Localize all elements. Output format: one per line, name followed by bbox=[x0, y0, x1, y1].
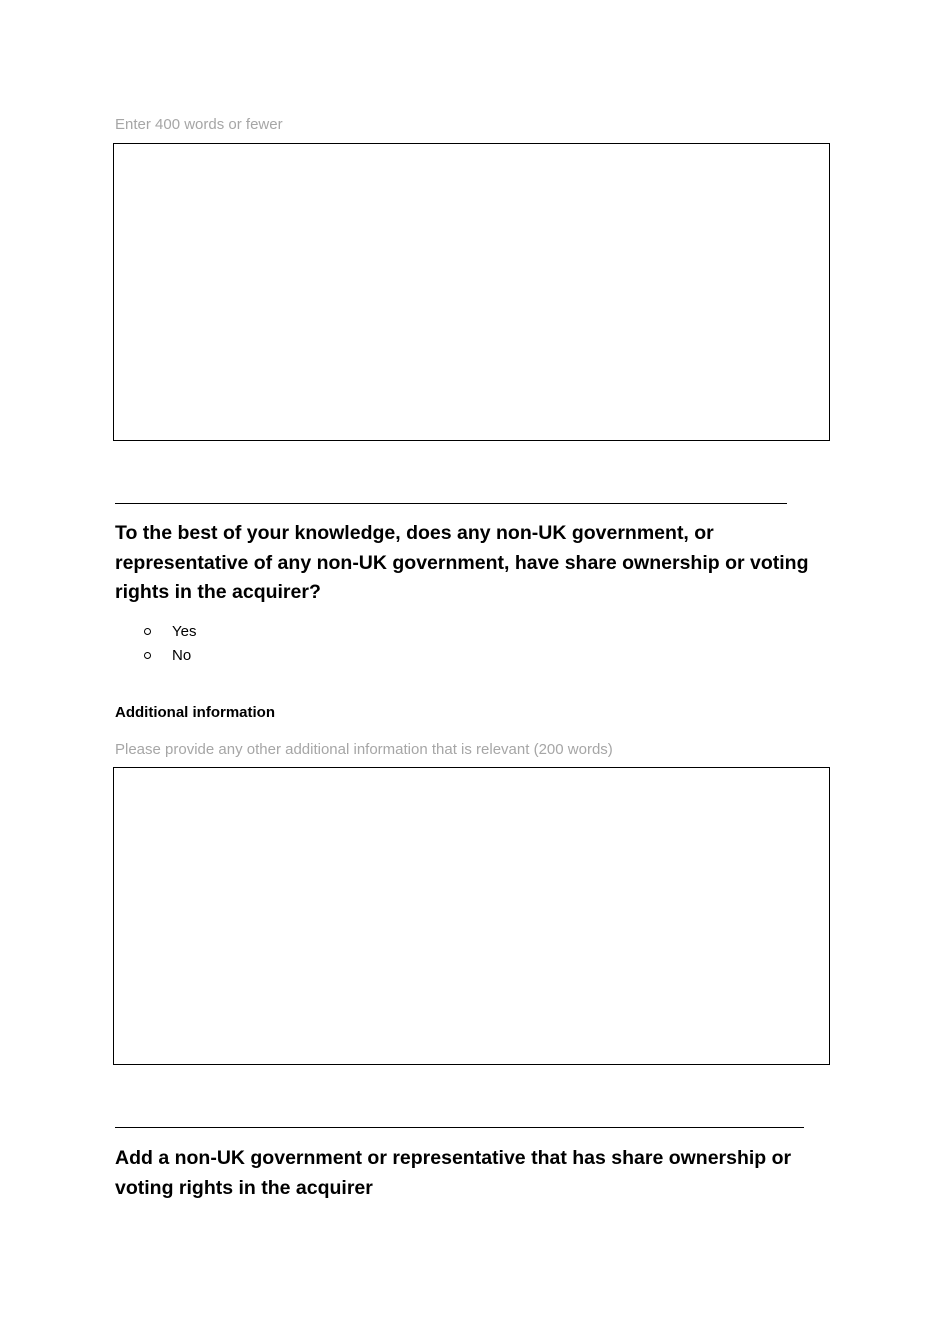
radio-circle-icon[interactable] bbox=[144, 628, 151, 635]
government-ownership-options bbox=[143, 619, 196, 667]
answer-text-box[interactable] bbox=[113, 143, 830, 441]
government-ownership-question: To the best of your knowledge, does any non-UK government, or representative of any non-UK government, have share ownership or voting rights in the acquirer? bbox=[115, 522, 809, 603]
section-divider bbox=[115, 1127, 804, 1128]
word-limit-hint: Enter 400 words or fewer bbox=[115, 116, 283, 133]
add-government-heading: Add a non-UK government or representative that has share ownership or voting rights in the acquirer bbox=[115, 1147, 792, 1199]
section-divider bbox=[115, 503, 787, 504]
radio-circle-icon[interactable] bbox=[144, 652, 151, 659]
option-yes[interactable] bbox=[143, 619, 196, 643]
option-no-label: No bbox=[172, 646, 192, 664]
option-no[interactable] bbox=[143, 643, 196, 667]
additional-information-hint: Please provide any other additional information that is relevant (200 words) bbox=[115, 741, 613, 758]
option-yes-label: Yes bbox=[172, 622, 197, 640]
additional-information-text-box[interactable] bbox=[113, 767, 830, 1065]
additional-information-heading: Additional information bbox=[115, 704, 275, 721]
